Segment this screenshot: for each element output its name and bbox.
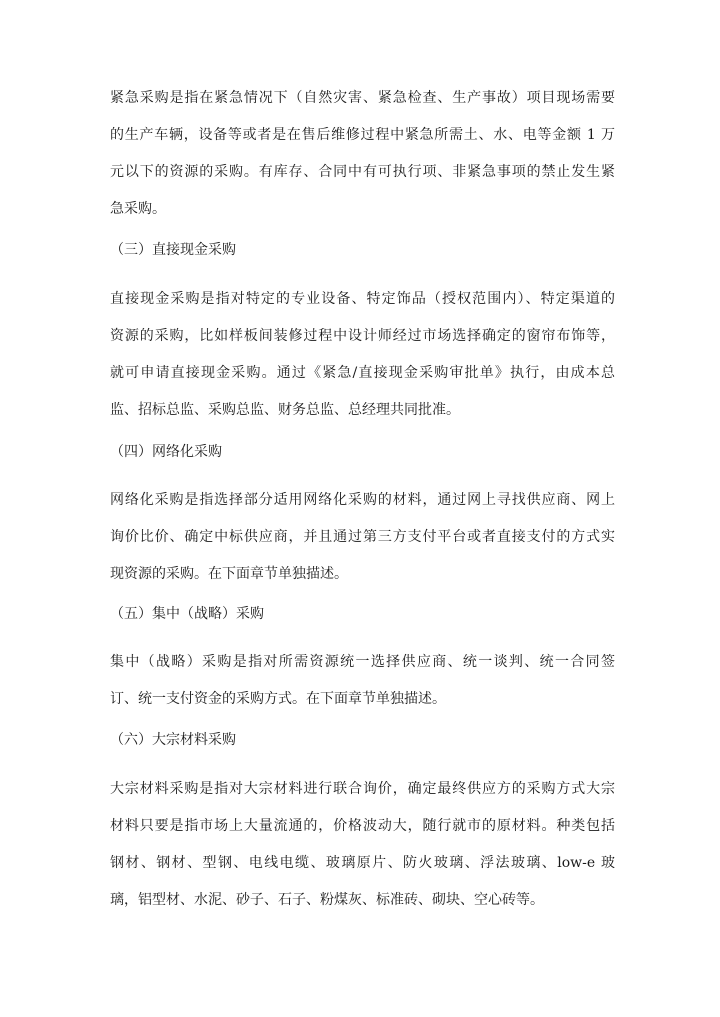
paragraph-direct-cash-line-1: 直接现金采购是指对特定的专业设备、特定饰品（授权范围内）、特定渠道的 [110,291,615,307]
paragraph-bulk-line-3: 钢材、钢材、型钢、电线电缆、玻璃原片、防火玻璃、浮法玻璃、low-e 玻 [110,855,615,871]
paragraph-emergency-line-2: 的生产车辆，设备等或者是在售后维修过程中紧急所需土、水、电等金额 1 万 [110,127,615,143]
paragraph-emergency-line-1: 紧急采购是指在紧急情况下（自然灾害、紧急检查、生产事故）项目现场需要 [110,90,615,106]
paragraph-network-line-1: 网络化采购是指选择部分适用网络化采购的材料，通过网上寻找供应商、网上 [110,492,615,508]
paragraph-bulk-line-4: 璃，铝型材、水泥、砂子、石子、粉煤灰、标准砖、砌块、空心砖等。 [110,892,544,908]
paragraph-bulk-line-1: 大宗材料采购是指对大宗材料进行联合询价，确定最终供应方的采购方式大宗 [110,781,615,797]
paragraph-network-line-3: 现资源的采购。在下面章节单独描述。 [110,566,348,582]
paragraph-network-line-2: 询价比价、确定中标供应商，并且通过第三方支付平台或者直接支付的方式实 [110,529,615,545]
paragraph-centralized-line-1: 集中（战略）采购是指对所需资源统一选择供应商、统一谈判、统一合同签 [110,654,615,670]
section-heading-centralized: （五）集中（战略）采购 [110,606,264,622]
paragraph-emergency-line-4: 急采购。 [110,201,166,217]
section-heading-direct-cash: （三）直接现金采购 [110,242,236,258]
paragraph-centralized-line-2: 订、统一支付资金的采购方式。在下面章节单独描述。 [110,691,446,707]
paragraph-direct-cash-line-4: 监、招标总监、采购总监、财务总监、总经理共同批准。 [110,402,460,418]
paragraph-bulk-line-2: 材料只要是指市场上大量流通的，价格波动大，随行就市的原材料。种类包括 [110,818,615,834]
paragraph-direct-cash-line-2: 资源的采购，比如样板间装修过程中设计师经过市场选择确定的窗帘布饰等， [110,328,615,344]
paragraph-emergency-line-3: 元以下的资源的采购。有库存、合同中有可执行项、非紧急事项的禁止发生紧 [110,164,615,180]
paragraph-direct-cash-line-3: 就可申请直接现金采购。通过《紧急/直接现金采购审批单》执行，由成本总 [110,365,615,381]
section-heading-bulk: （六）大宗材料采购 [110,732,236,748]
section-heading-network: （四）网络化采购 [110,444,222,460]
